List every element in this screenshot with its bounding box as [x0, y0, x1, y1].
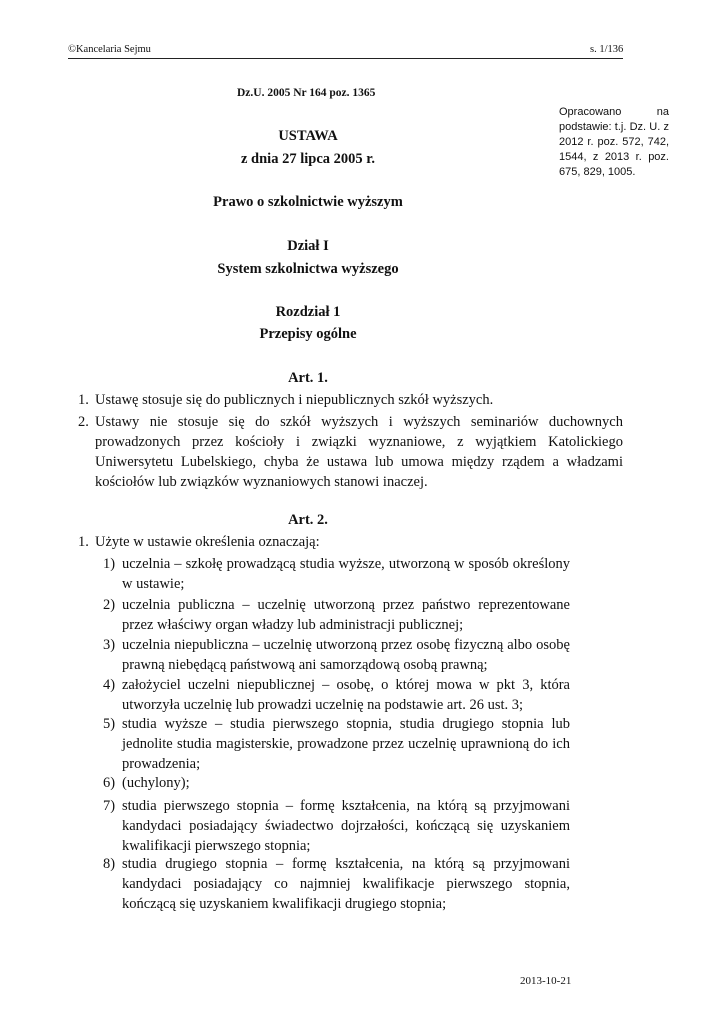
art2-paragraph-1: [78, 532, 623, 552]
paragraph-text: Ustawę stosuje się do publicznych i niepublicznych szkół wyższych.: [95, 392, 494, 408]
point-text: studia pierwszego stopnia – formę kształcenia, na którą są przyjmowani kandydaci posiadający świadectwo dojrzałości, kończącą się uzyskaniem kwalifikacji pierwszego stopnia;: [122, 798, 570, 854]
point-number: 3): [103, 637, 116, 653]
document-type: USTAWA: [278, 128, 338, 144]
art1-paragraph-1: [78, 390, 623, 410]
paragraph-text: Użyte w ustawie określenia oznaczają:: [95, 534, 320, 550]
header-rule: [68, 58, 623, 59]
point-number: 5): [103, 716, 116, 732]
art2-point-6: [103, 773, 570, 793]
paragraph-number: 2.: [78, 414, 89, 430]
art1-paragraph-2: [78, 412, 623, 492]
division-title: System szkolnictwa wyższego: [217, 261, 399, 277]
paragraph-number: 1.: [78, 534, 89, 550]
art2-point-3: [103, 635, 570, 675]
document-title: Prawo o szkolnictwie wyższym: [213, 194, 403, 210]
art2-point-4: [103, 675, 570, 715]
art2-heading: Art. 2.: [288, 512, 328, 528]
header-page-number: s. 1/136: [590, 44, 624, 55]
art2-point-1: [103, 554, 570, 594]
point-text: uczelnia publiczna – uczelnię utworzoną przez państwo reprezentowane przez właściwy organ władzy lub administracji publicznej;: [122, 597, 570, 633]
journal-reference: Dz.U. 2005 Nr 164 poz. 1365: [237, 87, 376, 99]
point-number: 7): [103, 798, 116, 814]
point-number: 8): [103, 856, 116, 872]
chapter-title: Przepisy ogólne: [259, 326, 357, 342]
point-number: 6): [103, 775, 116, 791]
point-text: założyciel uczelni niepublicznej – osobę, o której mowa w pkt 3, która utworzyła uczelnię lub prowadzi uczelnię na podstawie art. 26 ust. 3;: [122, 677, 570, 713]
art2-point-2: [103, 595, 570, 635]
art2-point-5: [103, 714, 570, 774]
point-text: uczelnia niepubliczna – uczelnię utworzoną przez osobę fizyczną albo osobę prawną niebędącą państwową ani samorządową osobą prawną;: [122, 637, 570, 673]
paragraph-number: 1.: [78, 392, 89, 408]
art2-point-7: [103, 796, 570, 856]
point-text: studia wyższe – studia pierwszego stopnia, studia drugiego stopnia lub jednolite studia magisterskie, prowadzone przez uczelnię uprawnioną do ich prowadzenia;: [122, 716, 570, 772]
division-label: Dział I: [287, 238, 329, 254]
consolidation-note: Opracowano na podstawie: t.j. Dz. U. z 2012 r. poz. 572, 742, 1544, z 2013 r. poz. 675, 829, 1005.: [559, 106, 669, 178]
point-text: (uchylony);: [122, 775, 190, 791]
point-number: 2): [103, 597, 116, 613]
point-text: uczelnia – szkołę prowadzącą studia wyższe, utworzoną w sposób określony w ustawie;: [122, 556, 570, 592]
point-text: studia drugiego stopnia – formę kształcenia, na którą są przyjmowani kandydaci posiadający co najmniej kwalifikacje pierwszego stopnia, kończącą się uzyskaniem kwalifikacji drugiego stopnia;: [122, 856, 570, 912]
header-source: ©Kancelaria Sejmu: [68, 44, 151, 55]
chapter-label: Rozdział 1: [275, 304, 341, 320]
footer-date: 2013-10-21: [520, 975, 572, 987]
point-number: 1): [103, 556, 116, 572]
document-date: z dnia 27 lipca 2005 r.: [240, 151, 375, 167]
art1-heading: Art. 1.: [288, 370, 328, 386]
point-number: 4): [103, 677, 116, 693]
art2-point-8: [103, 854, 570, 914]
paragraph-text: Ustawy nie stosuje się do szkół wyższych i wyższych seminariów duchownych prowadzonych przez kościoły i związki wyznaniowe, z wyjątkiem Katolickiego Uniwersytetu Lubelskiego, chyba że ustawa lub umowa między rządem a władzami kościołów lub związków wyznaniowych stanowi inaczej.: [95, 414, 623, 490]
